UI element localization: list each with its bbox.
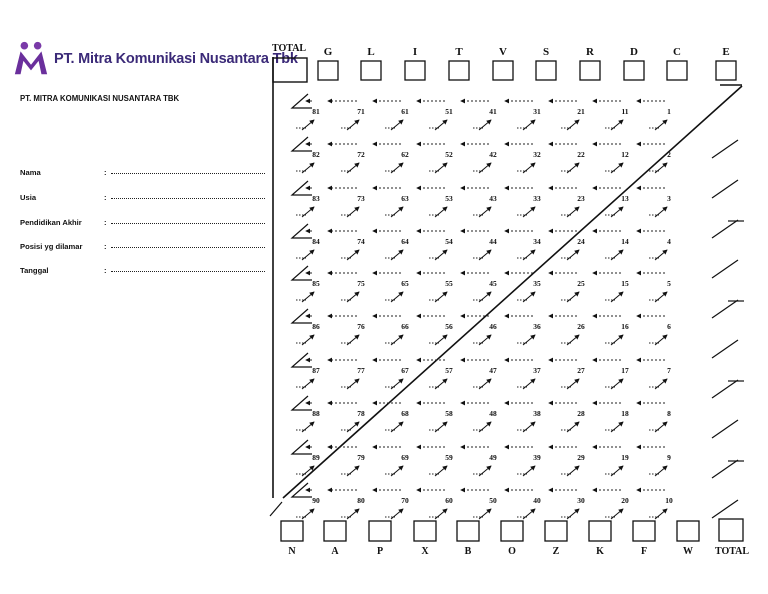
diagonal-arrow <box>567 120 579 130</box>
top-label: T <box>455 46 463 58</box>
diagonal-arrow <box>391 250 403 260</box>
item-number: 88 <box>312 409 320 418</box>
top-label: L <box>367 46 375 58</box>
item-number: 20 <box>621 496 629 505</box>
row-left-bracket <box>292 353 312 367</box>
right-slash <box>712 340 738 358</box>
item-number: 10 <box>665 496 673 505</box>
item-number: 25 <box>577 279 585 288</box>
diagonal-arrow <box>523 250 535 260</box>
item-number: 52 <box>445 150 453 159</box>
diagonal-arrow <box>347 379 359 389</box>
item-number: 58 <box>445 409 453 418</box>
top-answer-box[interactable] <box>361 61 381 80</box>
diagonal-arrow <box>479 292 491 302</box>
item-number: 42 <box>489 150 497 159</box>
item-number: 32 <box>533 150 541 159</box>
top-label: E <box>722 46 730 58</box>
diagonal-arrow <box>347 292 359 302</box>
diagonal-arrow <box>567 466 579 476</box>
diagonal-arrow <box>302 379 314 389</box>
right-slash <box>712 220 738 238</box>
field-label: Pendidikan Akhir <box>20 218 82 227</box>
bottom-label: F <box>640 546 648 557</box>
row-left-bracket <box>292 440 312 454</box>
item-number: 50 <box>489 496 497 505</box>
diagonal-arrow <box>655 120 667 130</box>
diagonal-arrow <box>391 466 403 476</box>
diagonal-arrow <box>655 379 667 389</box>
top-header-row <box>272 43 736 82</box>
company-name: PT. Mitra Komunikasi Nusantara Tbk <box>54 51 298 67</box>
row-left-bracket <box>292 396 312 410</box>
top-answer-box[interactable] <box>667 61 687 80</box>
top-answer-box[interactable] <box>536 61 556 80</box>
item-number: 21 <box>577 107 585 116</box>
diagonal-arrow <box>479 509 491 519</box>
item-number: 3 <box>667 194 671 203</box>
item-number: 30 <box>577 496 585 505</box>
diagonal-arrow <box>347 509 359 519</box>
top-answer-box[interactable] <box>318 61 338 80</box>
item-number: 16 <box>621 322 629 331</box>
diagonal-arrow <box>567 379 579 389</box>
diagonal-arrow <box>523 379 535 389</box>
item-number: 35 <box>533 279 541 288</box>
diagonal-arrow <box>567 292 579 302</box>
item-number: 65 <box>401 279 409 288</box>
item-number: 39 <box>533 453 541 462</box>
top-answer-box[interactable] <box>624 61 644 80</box>
item-number: 7 <box>667 366 671 375</box>
row-left-bracket <box>292 266 312 280</box>
right-slash <box>712 460 738 478</box>
diagonal-arrow <box>479 163 491 173</box>
item-number: 80 <box>357 496 365 505</box>
item-number: 15 <box>621 279 629 288</box>
item-number: 23 <box>577 194 585 203</box>
diagonal-arrow <box>347 466 359 476</box>
diagonal-arrow <box>391 379 403 389</box>
item-number: 59 <box>445 453 453 462</box>
item-number: 90 <box>312 496 320 505</box>
field-label: Usia <box>20 193 37 202</box>
item-number: 71 <box>357 107 365 116</box>
top-answer-box[interactable] <box>580 61 600 80</box>
item-number: 40 <box>533 496 541 505</box>
top-answer-box[interactable] <box>493 61 513 80</box>
bottom-label: O <box>508 546 516 557</box>
bottom-answer-box[interactable] <box>281 521 303 541</box>
right-slash <box>712 300 738 318</box>
bottom-answer-box[interactable] <box>414 521 436 541</box>
top-label: I <box>412 46 418 58</box>
bottom-label: K <box>596 546 604 557</box>
diagonal-arrow <box>567 422 579 432</box>
diagonal-arrow <box>435 292 447 302</box>
diagonal-arrow <box>435 422 447 432</box>
right-slash <box>712 500 738 518</box>
right-slash <box>712 420 738 438</box>
item-number: 18 <box>621 409 629 418</box>
item-number: 79 <box>357 453 365 462</box>
item-number: 84 <box>312 237 320 246</box>
diagonal-arrow <box>479 466 491 476</box>
item-number: 2 <box>667 150 671 159</box>
item-number: 67 <box>401 366 409 375</box>
diagonal-arrow <box>611 120 623 130</box>
item-number: 49 <box>489 453 497 462</box>
item-number: 46 <box>489 322 497 331</box>
item-number: 12 <box>621 150 629 159</box>
item-number: 11 <box>621 107 629 116</box>
top-answer-box[interactable] <box>449 61 469 80</box>
diagonal-arrow <box>611 509 623 519</box>
item-number: 83 <box>312 194 320 203</box>
right-slash <box>712 140 738 158</box>
item-number: 60 <box>445 496 453 505</box>
main-diagonal-line <box>283 86 742 498</box>
bottom-label: A <box>331 546 339 557</box>
item-number: 41 <box>489 107 497 116</box>
item-number: 48 <box>489 409 497 418</box>
diagonal-arrow <box>435 163 447 173</box>
item-number: 74 <box>357 237 365 246</box>
item-number: 61 <box>401 107 409 116</box>
bottom-label: Z <box>552 546 560 557</box>
item-number: 75 <box>357 279 365 288</box>
diagonal-arrow <box>391 120 403 130</box>
item-number: 68 <box>401 409 409 418</box>
bottom-answer-box[interactable] <box>324 521 346 541</box>
diagonal-arrow <box>611 207 623 217</box>
item-number: 78 <box>357 409 365 418</box>
diagonal-arrow <box>611 250 623 260</box>
item-number: 8 <box>667 409 671 418</box>
right-slash <box>712 380 738 398</box>
bottom-answer-box[interactable] <box>633 521 655 541</box>
diagonal-arrow <box>391 422 403 432</box>
diagonal-arrow <box>611 292 623 302</box>
bottom-answer-box[interactable] <box>545 521 567 541</box>
item-number: 33 <box>533 194 541 203</box>
item-number: 9 <box>667 453 671 462</box>
diagonal-arrow <box>655 422 667 432</box>
diagonal-arrow <box>302 250 314 260</box>
row-left-bracket <box>292 309 312 323</box>
bottom-answer-box[interactable] <box>501 521 523 541</box>
item-number: 26 <box>577 322 585 331</box>
diagonal-arrow <box>655 292 667 302</box>
diagonal-arrow <box>435 120 447 130</box>
diagonal-arrow <box>302 422 314 432</box>
bottom-total-box[interactable] <box>719 519 743 541</box>
item-number: 24 <box>577 237 585 246</box>
diagonal-arrow <box>523 207 535 217</box>
diagonal-arrow <box>302 207 314 217</box>
diagonal-arrow <box>655 163 667 173</box>
bottom-label: B <box>464 546 472 557</box>
field-colon: : <box>104 193 107 202</box>
item-number: 22 <box>577 150 585 159</box>
diagonal-arrow <box>302 335 314 345</box>
diagonal-arrow <box>567 250 579 260</box>
diagonal-arrow <box>435 207 447 217</box>
row-left-bracket <box>292 94 312 108</box>
diagonal-arrow <box>347 120 359 130</box>
bottom-answer-box[interactable] <box>369 521 391 541</box>
diagonal-arrow <box>435 466 447 476</box>
item-number: 89 <box>312 453 320 462</box>
diagonal-arrow <box>655 250 667 260</box>
diagonal-arrow <box>655 335 667 345</box>
item-number: 34 <box>533 237 541 246</box>
item-number: 43 <box>489 194 497 203</box>
diagonal-arrow <box>567 163 579 173</box>
item-number: 56 <box>445 322 453 331</box>
item-number: 19 <box>621 453 629 462</box>
item-number: 53 <box>445 194 453 203</box>
diagonal-arrow <box>435 509 447 519</box>
field-label: Posisi yg dilamar <box>20 242 83 251</box>
item-number: 54 <box>445 237 453 246</box>
diagonal-arrow <box>523 509 535 519</box>
diagonal-arrow <box>302 120 314 130</box>
item-number: 44 <box>489 237 497 246</box>
diagonal-arrow <box>567 335 579 345</box>
field-colon: : <box>104 218 107 227</box>
item-number: 31 <box>533 107 541 116</box>
diagonal-arrow <box>347 250 359 260</box>
item-number: 55 <box>445 279 453 288</box>
bottom-answer-box[interactable] <box>589 521 611 541</box>
diagonal-arrow <box>391 509 403 519</box>
company-subtitle: PT. MITRA KOMUNIKASI NUSANTARA TBK <box>20 94 180 103</box>
diagonal-arrow <box>435 335 447 345</box>
item-number: 47 <box>489 366 497 375</box>
item-number: 4 <box>667 237 671 246</box>
bottom-left-slash <box>270 502 282 516</box>
item-number: 76 <box>357 322 365 331</box>
diagonal-arrow <box>479 422 491 432</box>
top-total-box[interactable] <box>273 58 307 82</box>
item-number: 85 <box>312 279 320 288</box>
diagonal-arrow <box>479 379 491 389</box>
row-left-bracket <box>292 137 312 151</box>
item-number: 51 <box>445 107 453 116</box>
diagonal-arrow <box>435 250 447 260</box>
diagonal-arrow <box>391 292 403 302</box>
diagonal-arrow <box>611 163 623 173</box>
item-number: 14 <box>621 237 629 246</box>
field-label: Nama <box>20 168 41 177</box>
field-colon: : <box>104 266 107 275</box>
item-number: 86 <box>312 322 320 331</box>
top-answer-box[interactable] <box>716 61 736 80</box>
diagonal-arrow <box>523 120 535 130</box>
item-number: 13 <box>621 194 629 203</box>
diagonal-arrow <box>347 207 359 217</box>
top-label: V <box>499 46 507 58</box>
item-number: 82 <box>312 150 320 159</box>
item-number: 5 <box>667 279 671 288</box>
top-label: G <box>323 46 333 58</box>
top-label: C <box>673 46 681 58</box>
diagonal-arrow <box>523 466 535 476</box>
field-colon: : <box>104 242 107 251</box>
top-label: R <box>586 46 594 58</box>
top-answer-box[interactable] <box>405 61 425 80</box>
diagonal-arrow <box>523 163 535 173</box>
top-label: S <box>542 46 550 58</box>
top-label: D <box>630 46 638 58</box>
diagonal-arrow <box>567 207 579 217</box>
item-number: 27 <box>577 366 585 375</box>
diagonal-arrow <box>523 422 535 432</box>
item-number: 1 <box>667 107 671 116</box>
diagonal-arrow <box>479 335 491 345</box>
bottom-total-label: TOTAL <box>714 546 750 557</box>
bottom-footer-row <box>270 502 749 557</box>
item-number: 69 <box>401 453 409 462</box>
top-total-label: TOTAL <box>272 43 307 54</box>
bottom-label: N <box>288 546 296 557</box>
diagonal-arrow <box>347 335 359 345</box>
item-number: 81 <box>312 107 320 116</box>
item-number: 66 <box>401 322 409 331</box>
item-number: 62 <box>401 150 409 159</box>
row-left-bracket <box>292 483 312 497</box>
diagonal-arrow <box>655 509 667 519</box>
diagonal-arrow <box>655 207 667 217</box>
diagonal-arrow <box>347 163 359 173</box>
item-number: 87 <box>312 366 320 375</box>
item-number: 37 <box>533 366 541 375</box>
diagonal-arrow <box>302 163 314 173</box>
diagonal-arrow <box>435 379 447 389</box>
diagonal-arrow <box>479 250 491 260</box>
item-number: 70 <box>401 496 409 505</box>
item-number: 45 <box>489 279 497 288</box>
diagonal-arrow <box>479 120 491 130</box>
diagonal-arrow <box>655 466 667 476</box>
row-left-bracket <box>292 224 312 238</box>
field-colon: : <box>104 168 107 177</box>
item-number: 63 <box>401 194 409 203</box>
diagonal-arrow <box>523 335 535 345</box>
item-number: 77 <box>357 366 365 375</box>
bottom-answer-box[interactable] <box>457 521 479 541</box>
diagonal-arrow <box>611 422 623 432</box>
diagonal-arrow <box>611 466 623 476</box>
diagonal-arrow <box>567 509 579 519</box>
item-number: 72 <box>357 150 365 159</box>
item-number: 29 <box>577 453 585 462</box>
item-number: 38 <box>533 409 541 418</box>
diagonal-arrow <box>302 292 314 302</box>
diagonal-arrow <box>479 207 491 217</box>
item-number: 73 <box>357 194 365 203</box>
bottom-answer-box[interactable] <box>677 521 699 541</box>
item-number: 17 <box>621 366 629 375</box>
diagonal-arrow <box>302 509 314 519</box>
bottom-label: W <box>683 546 693 557</box>
bottom-label: P <box>376 546 384 557</box>
diagonal-arrow <box>611 335 623 345</box>
right-slash <box>712 260 738 278</box>
diagonal-arrow <box>391 163 403 173</box>
field-label: Tanggal <box>20 266 49 275</box>
item-number: 57 <box>445 366 453 375</box>
item-number: 64 <box>401 237 409 246</box>
diagonal-arrow <box>391 335 403 345</box>
row-left-bracket <box>292 181 312 195</box>
item-number: 6 <box>667 322 671 331</box>
item-number: 36 <box>533 322 541 331</box>
diagonal-arrow <box>523 292 535 302</box>
bottom-label: X <box>421 546 429 557</box>
diagonal-arrow <box>611 379 623 389</box>
right-slash <box>712 180 738 198</box>
grid-lines <box>273 57 744 519</box>
item-number: 28 <box>577 409 585 418</box>
diagonal-arrow <box>391 207 403 217</box>
